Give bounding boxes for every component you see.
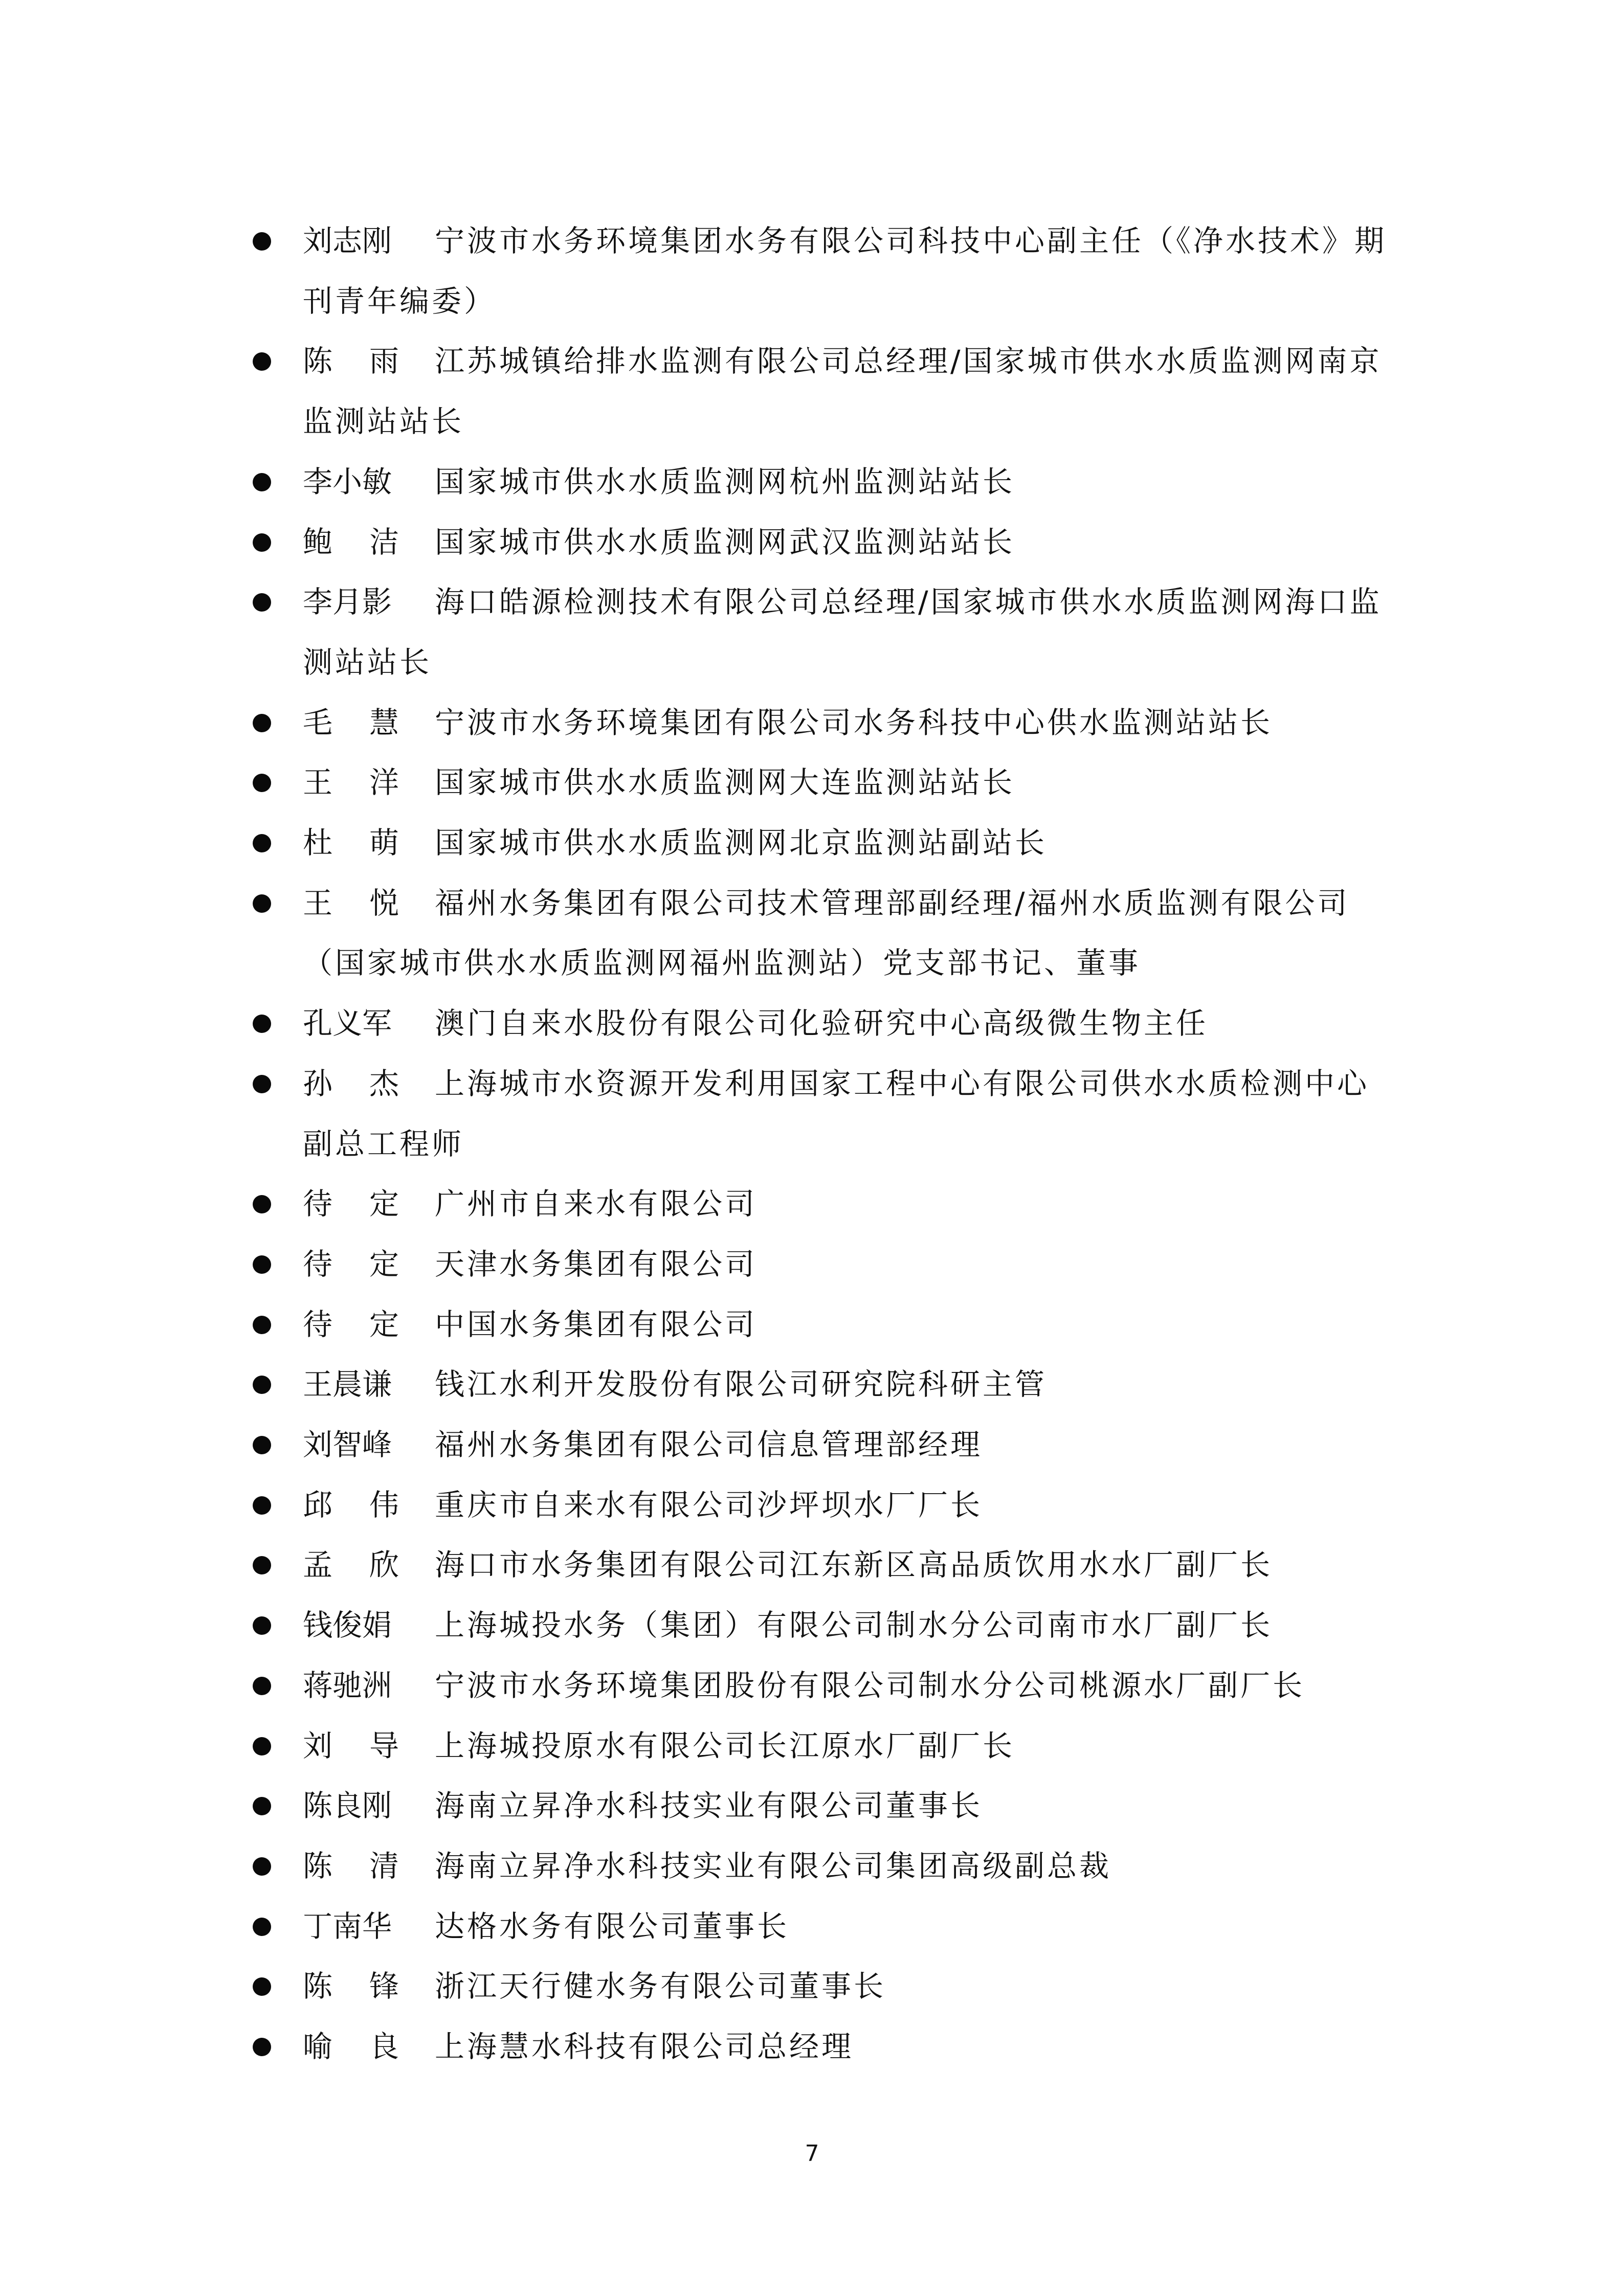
list-item (246, 1234, 1396, 1295)
bullet-icon (253, 1376, 271, 1394)
affiliation-text: 宁波市水务环境集团有限公司水务科技中心供水监测站站长 (435, 705, 1273, 740)
person-name: 王晨谦 (303, 1367, 392, 1402)
affiliation-text: 澳门自来水股份有限公司化验研究中心高级微生物主任 (435, 1006, 1209, 1041)
person-name: 蒋驰洲 (303, 1668, 392, 1703)
bullet-icon (253, 232, 271, 251)
list-item (246, 572, 1396, 692)
person-name: 喻良 (303, 2029, 436, 2064)
bullet-icon (253, 1556, 271, 1574)
person-name: 李小敏 (303, 464, 392, 499)
person-name: 陈良刚 (303, 1788, 392, 1824)
bullet-icon (253, 1737, 271, 1755)
person-name: 王洋 (303, 765, 436, 800)
affiliation-text: 海口皓源检测技术有限公司总经理/国家城市供水水质监测网海口监测站站长 (303, 584, 1382, 680)
list-item (246, 1415, 1396, 1475)
person-name: 鲍洁 (303, 524, 436, 559)
person-name: 丁南华 (303, 1908, 392, 1944)
bullet-icon (253, 774, 271, 792)
bullet-icon (253, 1918, 271, 1936)
list-item (246, 1475, 1396, 1536)
bullet-icon (253, 593, 271, 612)
list-item (246, 512, 1396, 573)
bullet-icon (253, 1977, 271, 1996)
list-item (246, 1656, 1396, 1716)
list-item (246, 2017, 1396, 2077)
affiliation-text: 上海城市水资源开发利用国家工程中心有限公司供水水质检测中心副总工程师 (303, 1066, 1370, 1161)
affiliation-text: 重庆市自来水有限公司沙坪坝水厂厂长 (435, 1487, 983, 1522)
affiliation-text: 海南立昇净水科技实业有限公司董事长 (435, 1788, 983, 1824)
person-name: 邱伟 (303, 1487, 436, 1522)
person-name: 孔义军 (303, 1006, 392, 1041)
affiliation-text: 福州水务集团有限公司技术管理部副经理/福州水质监测有限公司（国家城市供水水质监测网福州监测站）党支部书记、董事 (303, 885, 1350, 981)
bullet-icon (253, 714, 271, 732)
person-name: 待定 (303, 1307, 436, 1342)
bullet-icon (253, 1797, 271, 1815)
person-name: 刘志刚 (303, 223, 392, 258)
affiliation-text: 浙江天行健水务有限公司董事长 (435, 1969, 886, 2004)
page-number: 7 (805, 2141, 819, 2167)
bullet-icon (253, 1616, 271, 1635)
affiliation-text: 海口市水务集团有限公司江东新区高品质饮用水水厂副厂长 (435, 1547, 1273, 1583)
affiliation-text: 福州水务集团有限公司信息管理部经理 (435, 1427, 983, 1462)
person-name: 刘导 (303, 1728, 436, 1763)
person-name: 王悦 (303, 885, 436, 920)
list-item (246, 1897, 1396, 1957)
person-name: 刘智峰 (303, 1427, 392, 1462)
person-name: 李月影 (303, 584, 392, 620)
bullet-icon (253, 1436, 271, 1454)
bullet-icon (253, 352, 271, 371)
affiliation-text: 上海城投原水有限公司长江原水厂副厂长 (435, 1728, 1015, 1763)
member-list (246, 211, 1396, 2077)
person-name: 钱俊娟 (303, 1608, 392, 1643)
person-name: 孙杰 (303, 1066, 436, 1101)
affiliation-text: 国家城市供水水质监测网北京监测站副站长 (435, 825, 1048, 861)
affiliation-text: 达格水务有限公司董事长 (435, 1908, 790, 1944)
bullet-icon (253, 473, 271, 491)
affiliation-text: 国家城市供水水质监测网杭州监测站站长 (435, 464, 1015, 499)
affiliation-text: 江苏城镇给排水监测有限公司总经理/国家城市供水水质监测网南京监测站站长 (303, 344, 1382, 439)
person-name: 毛慧 (303, 705, 436, 740)
affiliation-text: 海南立昇净水科技实业有限公司集团高级副总裁 (435, 1848, 1112, 1883)
bullet-icon (253, 1857, 271, 1876)
bullet-icon (253, 1075, 271, 1093)
affiliation-text: 广州市自来水有限公司 (435, 1186, 758, 1222)
person-name: 陈锋 (303, 1969, 436, 2004)
list-item (246, 813, 1396, 873)
list-item (246, 873, 1396, 994)
person-name: 孟欣 (303, 1547, 436, 1583)
list-item (246, 1535, 1396, 1595)
list-item (246, 1595, 1396, 1656)
affiliation-text: 天津水务集团有限公司 (435, 1246, 758, 1281)
list-item (246, 1836, 1396, 1897)
bullet-icon (253, 2038, 271, 2056)
list-item (246, 1295, 1396, 1355)
bullet-icon (253, 834, 271, 852)
affiliation-text: 上海慧水科技有限公司总经理 (435, 2029, 854, 2064)
affiliation-text: 宁波市水务环境集团水务有限公司科技中心副主任（《净水技术》期刊青年编委） (303, 223, 1387, 319)
list-item (246, 1956, 1396, 2017)
bullet-icon (253, 1255, 271, 1274)
list-item (246, 1716, 1396, 1776)
bullet-icon (253, 894, 271, 913)
affiliation-text: 中国水务集团有限公司 (435, 1307, 758, 1342)
affiliation-text: 钱江水利开发股份有限公司研究院科研主管 (435, 1367, 1048, 1402)
list-item (246, 753, 1396, 813)
list-item (246, 452, 1396, 512)
affiliation-text: 国家城市供水水质监测网武汉监测站站长 (435, 524, 1015, 559)
bullet-icon (253, 1316, 271, 1334)
person-name: 陈雨 (303, 344, 436, 379)
affiliation-text: 上海城投水务（集团）有限公司制水分公司南市水厂副厂长 (435, 1608, 1273, 1643)
list-item (246, 693, 1396, 753)
person-name: 待定 (303, 1186, 436, 1222)
bullet-icon (253, 1195, 271, 1213)
bullet-icon (253, 1496, 271, 1515)
bullet-icon (253, 533, 271, 552)
bullet-icon (253, 1677, 271, 1695)
bullet-icon (253, 1015, 271, 1033)
list-item (246, 211, 1396, 331)
affiliation-text: 宁波市水务环境集团股份有限公司制水分公司桃源水厂副厂长 (435, 1668, 1305, 1703)
affiliation-text: 国家城市供水水质监测网大连监测站站长 (435, 765, 1015, 800)
list-item (246, 1054, 1396, 1174)
person-name: 陈清 (303, 1848, 436, 1883)
person-name: 杜萌 (303, 825, 436, 861)
list-item (246, 1174, 1396, 1234)
list-item (246, 994, 1396, 1054)
person-name: 待定 (303, 1246, 436, 1281)
list-item (246, 1776, 1396, 1836)
list-item (246, 331, 1396, 452)
list-item (246, 1355, 1396, 1415)
